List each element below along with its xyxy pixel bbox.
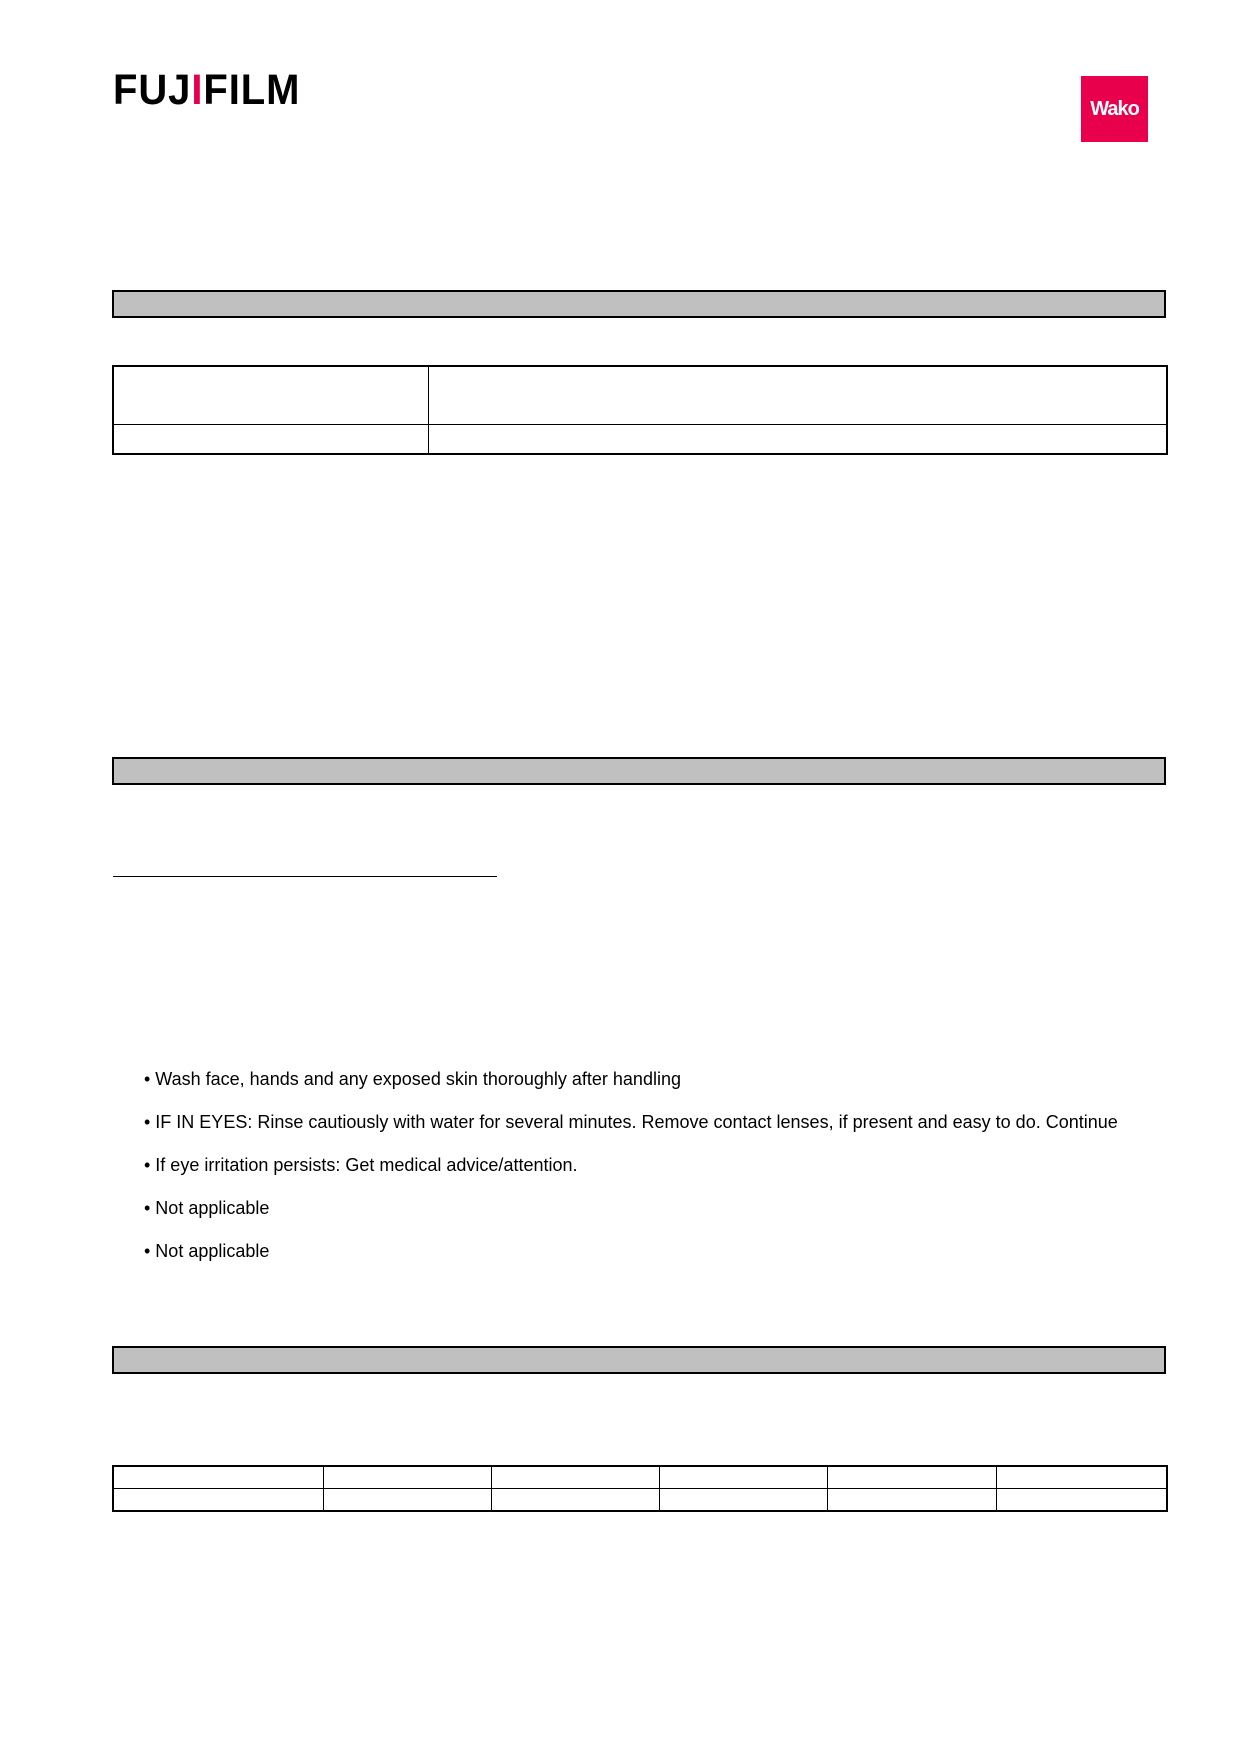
composition-table (112, 1465, 1168, 1512)
table-cell (996, 1488, 1167, 1511)
list-item: • Wash face, hands and any exposed skin thoroughly after handling (144, 1069, 681, 1089)
table-cell (323, 1488, 491, 1511)
table-row (113, 366, 1167, 424)
table-cell (659, 1488, 827, 1511)
table-cell (113, 1466, 323, 1488)
table-cell (113, 1488, 323, 1511)
table-cell (491, 1466, 659, 1488)
section-band-2 (112, 757, 1166, 785)
table-cell (827, 1466, 996, 1488)
table-row (113, 424, 1167, 454)
table-header-row (113, 1466, 1167, 1488)
wako-logo: Wako (1081, 76, 1148, 142)
section-band-1 (112, 290, 1166, 318)
table-row (113, 1488, 1167, 1511)
identification-table (112, 365, 1168, 455)
table-cell (113, 366, 428, 424)
list-item: • IF IN EYES: Rinse cautiously with water for several minutes. Remove contact lenses, if present and easy to do. Continue (144, 1112, 1118, 1132)
section-band-3 (112, 1346, 1166, 1374)
table-cell (659, 1466, 827, 1488)
precautionary-statements-list (144, 1068, 1164, 1283)
fujifilm-logo: FUJIFILM (113, 66, 301, 114)
list-item: • If eye irritation persists: Get medical advice/attention. (144, 1155, 578, 1175)
list-item: • Not applicable (144, 1241, 270, 1261)
subheading-underline (113, 876, 497, 877)
table-cell (996, 1466, 1167, 1488)
table-cell (428, 424, 1167, 454)
table-cell (491, 1488, 659, 1511)
table-cell (428, 366, 1167, 424)
table-cell (323, 1466, 491, 1488)
list-item: • Not applicable (144, 1198, 270, 1218)
table-cell (113, 424, 428, 454)
table-cell (827, 1488, 996, 1511)
